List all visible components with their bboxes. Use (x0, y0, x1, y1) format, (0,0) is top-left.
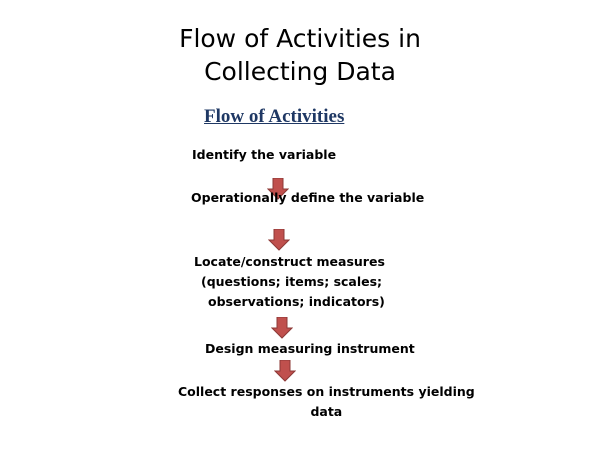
step-4-line-1: Design measuring instrument (205, 341, 415, 356)
down-arrow-icon (271, 317, 293, 339)
step-5-line-1: Collect responses on instruments yielding (178, 384, 475, 399)
step-3-line-1: Locate/construct measures (194, 254, 385, 269)
step-5-line-2: data (310, 404, 343, 419)
slide-title-line-2: Collecting Data (204, 57, 396, 86)
step-operationally-define (191, 188, 424, 208)
step-3-line-2: (questions; items; scales; (201, 274, 383, 289)
step-3-line-3: observations; indicators) (208, 294, 385, 309)
step-design-instrument (205, 339, 415, 359)
slide-title-line-1: Flow of Activities in (179, 24, 421, 53)
step-locate-construct-measures (194, 252, 385, 312)
step-2-line-1: Operationally define the variable (191, 190, 425, 205)
down-arrow-icon (268, 229, 290, 251)
step-identify-variable (192, 145, 336, 165)
down-arrow-icon (274, 360, 296, 382)
flow-subtitle: Flow of Activities (204, 106, 345, 127)
step-1-line-1: Identify the variable (192, 147, 337, 162)
step-collect-responses (178, 382, 475, 422)
slide-title (0, 22, 600, 88)
